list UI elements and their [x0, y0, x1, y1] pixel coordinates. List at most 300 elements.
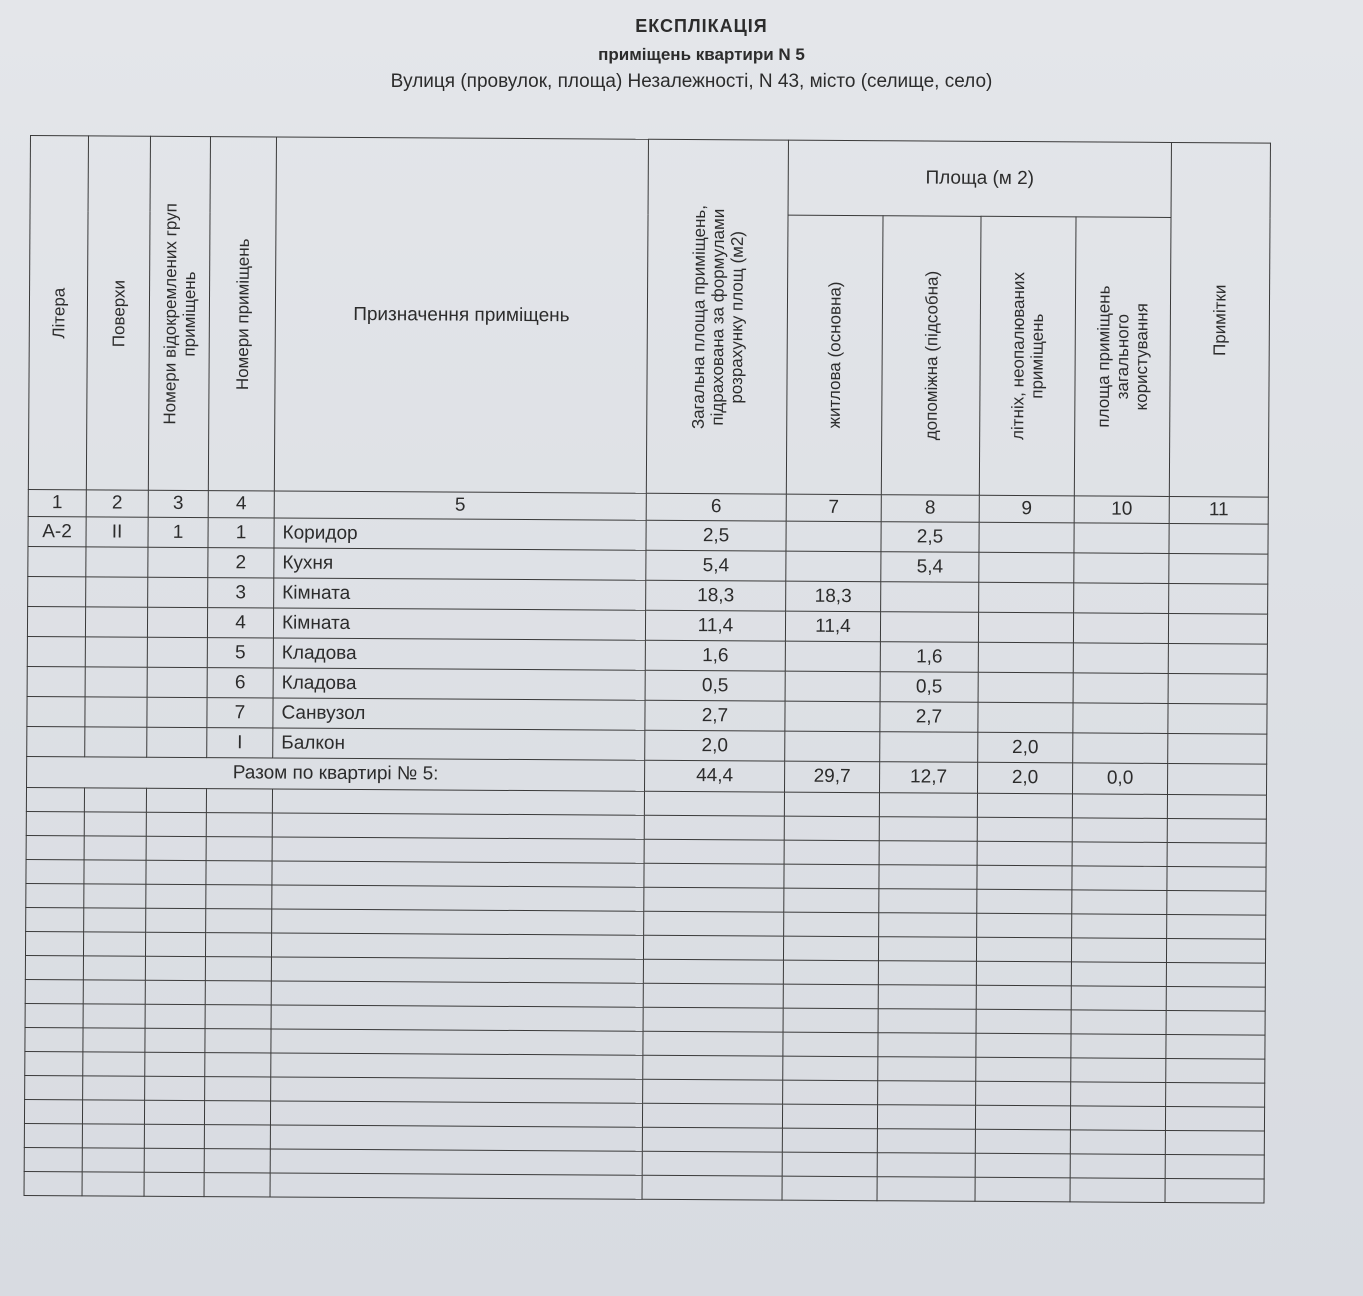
empty-cell	[642, 1151, 782, 1176]
col-number: 10	[1074, 496, 1169, 524]
empty-cell	[84, 812, 146, 836]
cell-notes	[1169, 583, 1268, 614]
empty-cell	[783, 1056, 878, 1081]
empty-cell	[977, 889, 1072, 914]
cell-summer	[978, 612, 1073, 643]
cell-total-area: 2,7	[645, 700, 785, 731]
explication-table	[24, 135, 1271, 1204]
empty-cell	[25, 931, 83, 955]
empty-cell	[976, 1081, 1071, 1106]
cell-common	[1073, 733, 1168, 764]
cell-group: 1	[148, 517, 208, 547]
empty-cell	[784, 888, 879, 913]
empty-cell	[83, 1052, 145, 1076]
cell-room-number: 1	[208, 518, 274, 548]
empty-cell	[643, 1079, 783, 1104]
cell-purpose: Кладова	[273, 668, 645, 700]
cell-room-number: І	[207, 728, 273, 758]
cell-common	[1073, 673, 1168, 704]
empty-cell	[1165, 1178, 1264, 1203]
empty-cell	[644, 839, 784, 864]
empty-cell	[272, 861, 644, 887]
empty-cell	[26, 787, 84, 811]
empty-cell	[145, 1004, 205, 1028]
cell-auxiliary: 2,7	[880, 702, 978, 733]
total-summer: 2,0	[977, 762, 1072, 794]
header-common: площа приміщень загального користування	[1074, 217, 1171, 497]
header-total-area: Загальна площа приміщень, підрахована за формулами розрахунку площ (м2)	[646, 139, 788, 494]
empty-cell	[1167, 794, 1266, 819]
empty-cell	[975, 1177, 1070, 1202]
cell-summer: 2,0	[978, 732, 1073, 763]
cell-litera	[27, 726, 85, 756]
empty-cell	[644, 887, 784, 912]
document-subtitle: приміщень квартири N 5	[598, 45, 805, 64]
cell-living	[785, 731, 880, 762]
cell-summer	[978, 672, 1073, 703]
cell-common	[1074, 553, 1169, 584]
empty-cell	[145, 980, 205, 1004]
cell-purpose: Кладова	[273, 638, 645, 670]
empty-cell	[976, 1057, 1071, 1082]
empty-cell	[1071, 986, 1166, 1011]
empty-cell	[24, 1123, 82, 1147]
empty-cell	[84, 884, 146, 908]
header-groups: Номери відокремлених груп приміщень	[148, 136, 210, 490]
empty-cell	[271, 957, 643, 983]
empty-cell	[784, 840, 879, 865]
cell-floor	[85, 697, 147, 727]
empty-cell	[975, 1153, 1070, 1178]
data-body	[27, 516, 1268, 764]
cell-living	[786, 551, 881, 582]
header-purpose: Призначення приміщень	[274, 137, 648, 493]
empty-cell	[144, 1148, 204, 1172]
empty-cell	[1166, 1010, 1265, 1035]
empty-cell	[206, 789, 272, 813]
cell-common	[1073, 703, 1168, 734]
empty-cell	[879, 913, 977, 938]
col-number: 5	[274, 491, 646, 520]
empty-cell	[83, 1004, 145, 1028]
empty-cell	[205, 1053, 271, 1077]
header-living: житлова (основна)	[786, 215, 883, 495]
empty-cell	[271, 933, 643, 959]
empty-cell	[82, 1172, 144, 1196]
cell-floor	[85, 667, 147, 697]
empty-cell	[206, 885, 272, 909]
cell-auxiliary: 5,4	[881, 552, 979, 583]
empty-cell	[84, 908, 146, 932]
total-label: Разом по квартирі № 5:	[27, 756, 645, 791]
cell-group	[147, 607, 207, 637]
empty-cell	[1070, 1130, 1165, 1155]
empty-cell	[272, 789, 644, 815]
header-floors: Поверхи	[86, 136, 150, 490]
empty-cell	[783, 960, 878, 985]
empty-cell	[25, 1003, 83, 1027]
empty-cell	[26, 907, 84, 931]
empty-cell	[146, 812, 206, 836]
cell-floor	[86, 547, 148, 577]
cell-auxiliary: 1,6	[880, 642, 978, 673]
empty-cell	[877, 1105, 975, 1130]
empty-cell	[145, 932, 205, 956]
empty-cell	[878, 1057, 976, 1082]
empty-cell	[1072, 890, 1167, 915]
empty-cell	[272, 909, 644, 935]
empty-cell	[643, 1031, 783, 1056]
cell-summer	[979, 582, 1074, 613]
cell-room-number: 5	[207, 638, 273, 668]
empty-cell	[644, 863, 784, 888]
empty-cell	[976, 985, 1071, 1010]
cell-floor	[85, 607, 147, 637]
header-auxiliary: допоміжна (підсобна)	[881, 216, 981, 496]
empty-cell	[1072, 866, 1167, 891]
empty-cell	[1071, 1034, 1166, 1059]
empty-cell	[270, 1125, 642, 1151]
empty-cell	[1071, 938, 1166, 963]
empty-cell	[26, 811, 84, 835]
col-number: 11	[1169, 496, 1268, 524]
empty-cell	[145, 1076, 205, 1100]
empty-cell	[784, 912, 879, 937]
cell-auxiliary	[880, 612, 978, 643]
cell-litera: А-2	[28, 516, 86, 546]
empty-cell	[83, 956, 145, 980]
cell-floor: ІІ	[86, 517, 148, 547]
cell-floor	[85, 637, 147, 667]
empty-cell	[642, 1175, 782, 1200]
cell-auxiliary	[881, 582, 979, 613]
empty-cell	[878, 1033, 976, 1058]
empty-cell	[145, 1028, 205, 1052]
empty-cell	[977, 841, 1072, 866]
empty-cell	[206, 861, 272, 885]
empty-cell	[1166, 1082, 1265, 1107]
empty-cell	[82, 1100, 144, 1124]
cell-living: 18,3	[786, 581, 881, 612]
empty-cell	[25, 1051, 83, 1075]
empty-cell	[146, 788, 206, 812]
empty-cell	[784, 816, 879, 841]
empty-cell	[782, 1176, 877, 1201]
empty-rows	[24, 787, 1266, 1203]
empty-cell	[879, 793, 977, 818]
empty-cell	[146, 836, 206, 860]
cell-purpose: Кухня	[274, 548, 646, 580]
cell-total-area: 18,3	[646, 580, 786, 611]
empty-cell	[877, 1129, 975, 1154]
empty-cell	[25, 955, 83, 979]
empty-cell	[1071, 1058, 1166, 1083]
empty-cell	[1167, 890, 1266, 915]
empty-cell	[204, 1149, 270, 1173]
empty-cell	[879, 817, 977, 842]
empty-cell	[976, 1033, 1071, 1058]
cell-room-number: 3	[208, 578, 274, 608]
empty-cell	[206, 909, 272, 933]
empty-cell	[205, 1077, 271, 1101]
cell-litera	[27, 636, 85, 666]
cell-purpose: Коридор	[274, 518, 646, 550]
empty-cell	[1166, 1058, 1265, 1083]
empty-cell	[976, 937, 1071, 962]
empty-cell	[270, 1101, 642, 1127]
total-living: 29,7	[785, 761, 880, 793]
cell-group	[148, 577, 208, 607]
empty-cell	[643, 1055, 783, 1080]
empty-cell	[205, 981, 271, 1005]
cell-living	[785, 701, 880, 732]
col-number: 2	[86, 490, 148, 517]
empty-cell	[205, 957, 271, 981]
empty-cell	[1166, 1034, 1265, 1059]
empty-cell	[878, 937, 976, 962]
empty-cell	[83, 1028, 145, 1052]
cell-floor	[85, 727, 147, 757]
empty-cell	[784, 792, 879, 817]
empty-cell	[146, 884, 206, 908]
cell-group	[148, 547, 208, 577]
empty-cell	[1072, 818, 1167, 843]
empty-cell	[1072, 842, 1167, 867]
empty-cell	[1166, 986, 1265, 1011]
empty-cell	[204, 1173, 270, 1197]
empty-cell	[1165, 1106, 1264, 1131]
empty-cell	[271, 1077, 643, 1103]
empty-cell	[1070, 1178, 1165, 1203]
cell-summer	[979, 552, 1074, 583]
header-room-numbers: Номери приміщень	[208, 137, 276, 491]
empty-cell	[26, 859, 84, 883]
cell-summer	[978, 702, 1073, 733]
empty-cell	[271, 1005, 643, 1031]
empty-cell	[782, 1128, 877, 1153]
empty-cell	[1166, 962, 1265, 987]
empty-cell	[204, 1101, 270, 1125]
empty-cell	[644, 791, 784, 816]
empty-cell	[272, 813, 644, 839]
empty-cell	[643, 1007, 783, 1032]
total-auxiliary: 12,7	[879, 762, 977, 794]
empty-cell	[975, 1129, 1070, 1154]
empty-cell	[145, 956, 205, 980]
cell-litera	[27, 696, 85, 726]
empty-cell	[206, 813, 272, 837]
empty-cell	[1071, 1010, 1166, 1035]
cell-auxiliary	[880, 732, 978, 763]
empty-cell	[1167, 866, 1266, 891]
empty-cell	[878, 985, 976, 1010]
cell-living	[786, 521, 881, 552]
empty-cell	[977, 865, 1072, 890]
empty-cell	[25, 1027, 83, 1051]
cell-common	[1073, 613, 1168, 644]
empty-cell	[1070, 1106, 1165, 1131]
empty-cell	[144, 1172, 204, 1196]
empty-cell	[976, 1009, 1071, 1034]
cell-total-area: 2,5	[646, 520, 786, 551]
empty-cell	[783, 984, 878, 1009]
empty-cell	[272, 885, 644, 911]
cell-litera	[27, 666, 85, 696]
cell-purpose: Санвузол	[273, 698, 645, 730]
cell-group	[147, 637, 207, 667]
col-number: 1	[28, 489, 86, 516]
cell-room-number: 6	[207, 668, 273, 698]
empty-cell	[783, 1008, 878, 1033]
empty-cell	[145, 1052, 205, 1076]
cell-total-area: 5,4	[646, 550, 786, 581]
cell-common	[1073, 643, 1168, 674]
empty-cell	[878, 1009, 976, 1034]
cell-purpose: Кімната	[273, 608, 645, 640]
header-area-group: Площа (м 2)	[788, 140, 1171, 217]
empty-cell	[977, 817, 1072, 842]
empty-cell	[144, 1100, 204, 1124]
empty-cell	[975, 1105, 1070, 1130]
empty-cell	[24, 1147, 82, 1171]
empty-cell	[271, 1029, 643, 1055]
cell-living	[785, 641, 880, 672]
empty-cell	[977, 793, 1072, 818]
empty-cell	[642, 1127, 782, 1152]
header-row-1	[30, 136, 1270, 219]
empty-cell	[1071, 962, 1166, 987]
cell-group	[147, 667, 207, 697]
cell-purpose: Балкон	[273, 728, 645, 760]
empty-cell	[204, 1125, 270, 1149]
empty-cell	[270, 1173, 642, 1199]
empty-cell	[144, 1124, 204, 1148]
empty-cell	[26, 883, 84, 907]
empty-cell	[83, 1076, 145, 1100]
empty-cell	[82, 1148, 144, 1172]
empty-cell	[24, 1171, 82, 1195]
cell-notes	[1168, 643, 1267, 674]
cell-room-number: 4	[207, 608, 273, 638]
empty-cell	[784, 864, 879, 889]
empty-cell	[878, 1081, 976, 1106]
empty-cell	[1071, 1082, 1166, 1107]
empty-cell	[977, 913, 1072, 938]
total-notes	[1168, 763, 1267, 795]
document-address: Вулиця (провулок, площа) Незалежності, N 43, місто (селище, село)	[390, 71, 993, 92]
empty-cell	[205, 933, 271, 957]
empty-cell	[879, 841, 977, 866]
empty-cell	[783, 1080, 878, 1105]
empty-cell	[783, 1032, 878, 1057]
empty-cell	[271, 1053, 643, 1079]
header-litera: Літера	[28, 136, 88, 490]
cell-total-area: 2,0	[645, 730, 785, 761]
cell-summer	[978, 642, 1073, 673]
cell-group	[147, 727, 207, 757]
empty-cell	[642, 1103, 782, 1128]
col-number: 6	[646, 493, 786, 521]
empty-cell	[272, 837, 644, 863]
col-number: 7	[786, 494, 881, 522]
cell-living	[785, 671, 880, 702]
cell-notes	[1168, 613, 1267, 644]
empty-cell	[205, 1029, 271, 1053]
cell-floor	[86, 577, 148, 607]
col-number: 4	[208, 491, 274, 518]
col-number: 9	[979, 495, 1074, 523]
cell-common	[1074, 583, 1169, 614]
empty-cell	[643, 983, 783, 1008]
cell-auxiliary: 0,5	[880, 672, 978, 703]
empty-cell	[1165, 1130, 1264, 1155]
empty-cell	[1165, 1154, 1264, 1179]
empty-cell	[83, 980, 145, 1004]
cell-total-area: 1,6	[645, 640, 785, 671]
empty-cell	[879, 865, 977, 890]
cell-room-number: 2	[208, 548, 274, 578]
empty-cell	[976, 961, 1071, 986]
cell-purpose: Кімната	[274, 578, 646, 610]
empty-cell	[24, 1099, 82, 1123]
header-summer: літніх, неопалюваних приміщень	[979, 216, 1076, 496]
empty-cell	[271, 981, 643, 1007]
empty-cell	[84, 860, 146, 884]
empty-cell	[1167, 914, 1266, 939]
cell-group	[147, 697, 207, 727]
cell-litera	[28, 546, 86, 576]
empty-cell	[1070, 1154, 1165, 1179]
empty-cell	[206, 837, 272, 861]
empty-cell	[643, 935, 783, 960]
col-number: 8	[881, 495, 979, 523]
empty-cell	[84, 836, 146, 860]
cell-notes	[1168, 673, 1267, 704]
empty-cell	[877, 1153, 975, 1178]
empty-cell	[205, 1005, 271, 1029]
document-title: ЕКСПЛІКАЦІЯ	[635, 16, 768, 36]
cell-notes	[1169, 553, 1268, 584]
col-number: 3	[148, 490, 208, 517]
empty-cell	[782, 1104, 877, 1129]
header-notes: Примітки	[1169, 142, 1270, 497]
cell-living: 11,4	[785, 611, 880, 642]
cell-total-area: 11,4	[645, 610, 785, 641]
cell-auxiliary: 2,5	[881, 522, 979, 553]
cell-common	[1074, 523, 1169, 554]
cell-litera	[28, 576, 86, 606]
empty-cell	[1072, 914, 1167, 939]
empty-cell	[644, 911, 784, 936]
empty-cell	[877, 1177, 975, 1202]
cell-notes	[1168, 703, 1267, 734]
empty-cell	[1167, 818, 1266, 843]
empty-cell	[84, 788, 146, 812]
cell-notes	[1168, 733, 1267, 764]
empty-cell	[879, 889, 977, 914]
cell-notes	[1169, 523, 1268, 554]
cell-litera	[27, 606, 85, 636]
total-common: 0,0	[1072, 763, 1167, 795]
empty-cell	[146, 908, 206, 932]
empty-cell	[1167, 842, 1266, 867]
empty-cell	[782, 1152, 877, 1177]
empty-cell	[26, 835, 84, 859]
empty-cell	[25, 979, 83, 1003]
cell-total-area: 0,5	[645, 670, 785, 701]
empty-cell	[83, 932, 145, 956]
empty-cell	[1166, 938, 1265, 963]
